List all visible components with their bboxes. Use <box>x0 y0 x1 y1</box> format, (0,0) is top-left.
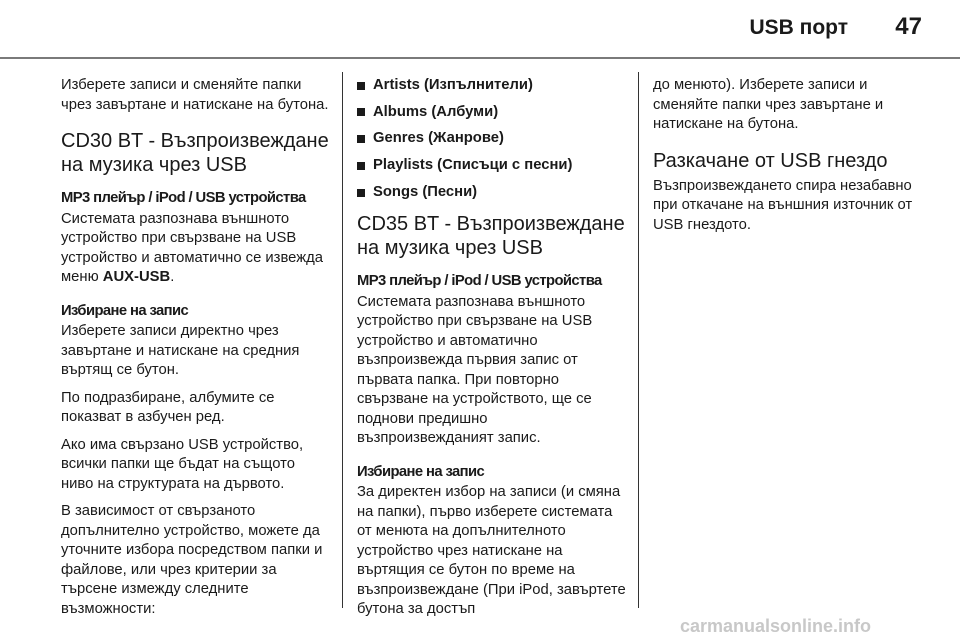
paragraph-continued: до менюто). Изберете записи и сменяйте папки чрез завъртане и натискане на бутона. <box>653 77 884 132</box>
page-title: USB порт <box>749 16 848 39</box>
paragraph-direct-select: За директен избор на записи (и смяна на папки), първо изберете системата от менюта на допълнителното устройство чрез натискане на въртящия се бутон по време на възпроизвеждане (При iPod, завъртете бутона за достъп <box>357 484 626 618</box>
column-divider-2 <box>638 72 639 608</box>
bullet-icon <box>357 108 365 116</box>
bullet-icon <box>357 135 365 143</box>
paragraph-disconnect: Възпроизвеждането спира незабавно при откачане на външния източник от USB гнездото. <box>653 177 913 233</box>
subheading-devices: MP3 плейър / iPod / USB устройства <box>357 273 602 290</box>
column-2 <box>357 76 627 628</box>
bullet-icon <box>357 162 365 170</box>
list-item: Artists (Изпълнители) <box>357 76 627 96</box>
paragraph-select-direct: Изберете записи директно чрез завъртане и натискане на средния въртящ се бутон. <box>61 323 300 378</box>
subheading-devices: MP3 плейър / iPod / USB устройства <box>61 190 306 206</box>
section-title-cd30: CD30 BT - Възпроизвеждане на музика чрез USB <box>61 130 329 176</box>
paragraph-default-order: По подразбиране, албумите се показват в азбучен ред. <box>61 389 275 425</box>
page-header <box>0 0 960 54</box>
list-item: Albums (Албуми) <box>357 103 627 123</box>
paragraph-recognition: Системата разпознава външното устройство при свързване на USB устройство и автоматично възпроизвежда първия запис от първата папка. При повторно свързване на устройството, ще се поднови предишно възпроизвежданият запис. <box>357 293 593 447</box>
section-title-cd35: CD35 BT - Възпроизвеждане на музика чрез USB <box>357 213 625 260</box>
bullet-icon <box>357 82 365 90</box>
menu-name-aux-usb: AUX-USB <box>102 269 171 285</box>
column-3 <box>653 76 923 243</box>
paragraph-usb-folders: Ако има свързано USB устройство, всички папки ще бъдат на същото ниво на структурата на дървото. <box>61 436 304 492</box>
page-number: 47 <box>895 13 922 40</box>
watermark: carmanualsonline.info <box>680 616 872 636</box>
subheading-select-track: Избиране на запис <box>357 463 485 480</box>
column-divider-1 <box>342 72 343 608</box>
subheading-select-track: Избиране на запис <box>61 302 189 319</box>
bullet-icon <box>357 189 365 197</box>
list-item: Genres (Жанрове) <box>357 129 627 149</box>
paragraph-recognition: Системата разпознава външното устройство при свързване на USB устройство и автоматично се извежда меню AUX-USB. <box>61 210 323 285</box>
section-title-disconnect: Разкачане от USB гнездо <box>653 149 888 172</box>
search-options-list <box>357 76 627 202</box>
column-1 <box>61 76 331 627</box>
intro-paragraph: Изберете записи и сменяйте папки чрез завъртане и натискане на бутона. <box>61 77 329 113</box>
paragraph-search-criteria: В зависимост от свързаното допълнително устройство, можете да уточните избора посредством папки и файлове, или чрез критерии за търсене измежду следните възможности: <box>61 503 323 617</box>
list-item: Songs (Песни) <box>357 183 627 203</box>
header-divider <box>0 57 960 59</box>
list-item: Playlists (Списъци с песни) <box>357 156 627 176</box>
